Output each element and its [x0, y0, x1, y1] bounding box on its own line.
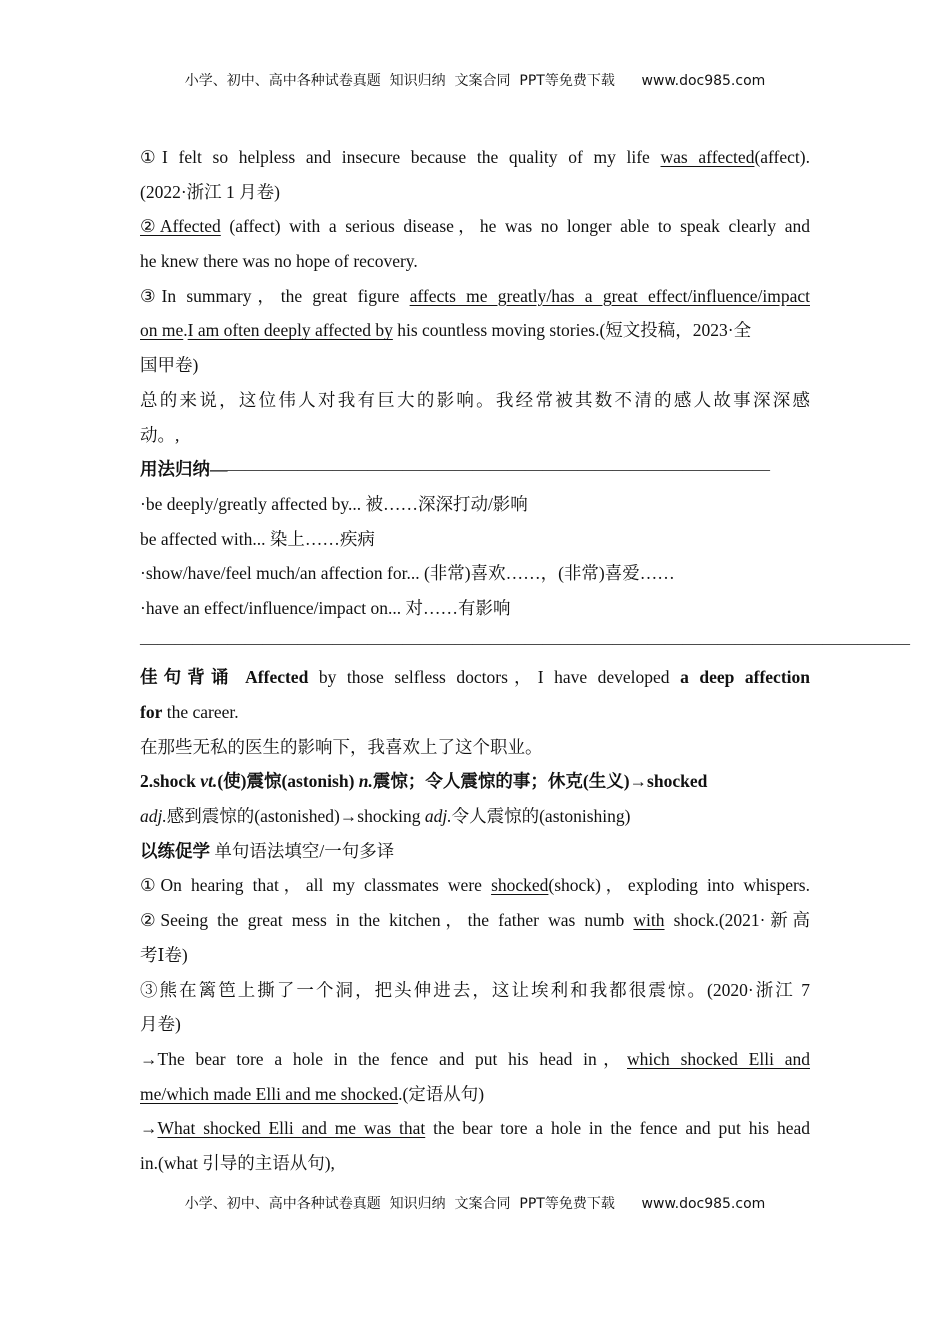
- usage-item: ·have an effect/influence/impact on... 对……有影响: [140, 597, 511, 618]
- shock-rewrite-2-cont: in.(what 引导的主语从句),: [140, 1152, 335, 1173]
- answer-blank: me/which made Elli and me shocked: [140, 1083, 399, 1104]
- shock-example-1: ①On hearing that，all my classmates were shocked(shock)，exploding into whispers.: [140, 875, 810, 896]
- answer-blank: was affected: [660, 147, 755, 167]
- shock-example-3: ③熊在篱笆上撕了一个洞，把头伸进去，这让埃利和我都很震惊。(2020·浙江 7: [140, 979, 810, 1000]
- affect-example-3-translation-cont: 动。,: [140, 424, 180, 445]
- answer-blank: shocked: [491, 875, 549, 896]
- usage-title: 用法归纳————————————————————————————————: [140, 459, 770, 480]
- shock-rewrite-1: →The bear tore a hole in the fence and put his head in，which shocked Elli and: [140, 1048, 810, 1069]
- header-site-link[interactable]: www.doc985.com: [641, 73, 766, 89]
- shock-rewrite-1-cont: me/which made Elli and me shocked.(定语从句): [140, 1083, 485, 1104]
- shock-example-2-source: 考Ⅰ卷): [140, 944, 188, 965]
- answer-blank: What shocked Elli and me was that: [157, 1118, 426, 1139]
- affect-example-3-cont: on me.I am often deeply affected by his countless moving stories.(短文投稿，2023·全: [140, 320, 752, 341]
- affect-example-3-source: 国甲卷): [140, 355, 199, 376]
- usage-item: ·show/have/feel much/an affection for... (非常)喜欢……，(非常)喜爱……: [140, 563, 675, 584]
- affect-example-2: ②Affected (affect) with a serious disease，he was no longer able to speak clearly and: [140, 216, 810, 237]
- header-text: 小学、初中、高中各种试卷真题 知识归纳 文案合同 PPT等免费下载: [184, 73, 615, 89]
- answer-blank: with: [633, 910, 665, 931]
- answer-blank: ②Affected: [140, 216, 221, 237]
- affect-example-2-cont: he knew there was no hope of recovery.: [140, 251, 418, 272]
- answer-blank: on me: [140, 320, 184, 341]
- good-sentence-translation: 在那些无私的医生的影响下，我喜欢上了这个职业。: [140, 736, 543, 757]
- affect-example-1: ①I felt so helpless and insecure because the quality of my life was affected(affect).: [140, 147, 810, 167]
- usage-item: be affected with... 染上……疾病: [140, 528, 375, 549]
- footer-text: 小学、初中、高中各种试卷真题 知识归纳 文案合同 PPT等免费下载: [184, 1196, 615, 1212]
- answer-blank: affects me greatly/has a great effect/influence/impact: [409, 285, 810, 306]
- answer-blank: I am often deeply affected by: [187, 320, 393, 341]
- usage-item: ·be deeply/greatly affected by... 被……深深打动/影响: [140, 493, 528, 514]
- good-sentence-label: 佳句背诵: [140, 667, 235, 688]
- good-sentence-cont: for the career.: [140, 702, 239, 722]
- page-content: [140, 140, 910, 1181]
- footer-site-link[interactable]: www.doc985.com: [641, 1196, 766, 1212]
- affect-example-3-translation: 总的来说，这位伟人对我有巨大的影响。我经常被其数不清的感人故事深深感: [140, 389, 810, 410]
- practice-title: 以练促学 单句语法填空/一句多译: [140, 840, 395, 861]
- affect-example-3: ③In summary，the great figure affects me greatly/has a great effect/influence/impact: [140, 285, 810, 306]
- affect-example-1-source: (2022·浙江 1 月卷): [140, 181, 280, 202]
- page-header: [0, 70, 950, 90]
- page-footer: [0, 1193, 950, 1213]
- shock-example-2: ②Seeing the great mess in the kitchen，the father was numb with shock.(2021·新高: [140, 910, 811, 931]
- usage-end-rule: ————————————————————————————————————————————: [140, 632, 910, 653]
- shock-heading-cont: adj.感到震惊的(astonished)→shocking adj.令人震惊的(astonishing): [140, 806, 631, 827]
- good-sentence: 佳句背诵 Affected by those selfless doctors，I have developed a deep affection: [140, 667, 810, 688]
- answer-blank: which shocked Elli and: [627, 1048, 810, 1069]
- shock-heading: 2.shock vt.(使)震惊(astonish) n.震惊；令人震惊的事；休克(生义)→shocked: [140, 771, 708, 792]
- shock-rewrite-2: →What shocked Elli and me was that the bear tore a hole in the fence and put his head: [140, 1118, 810, 1139]
- shock-example-3-source: 月卷): [140, 1014, 181, 1035]
